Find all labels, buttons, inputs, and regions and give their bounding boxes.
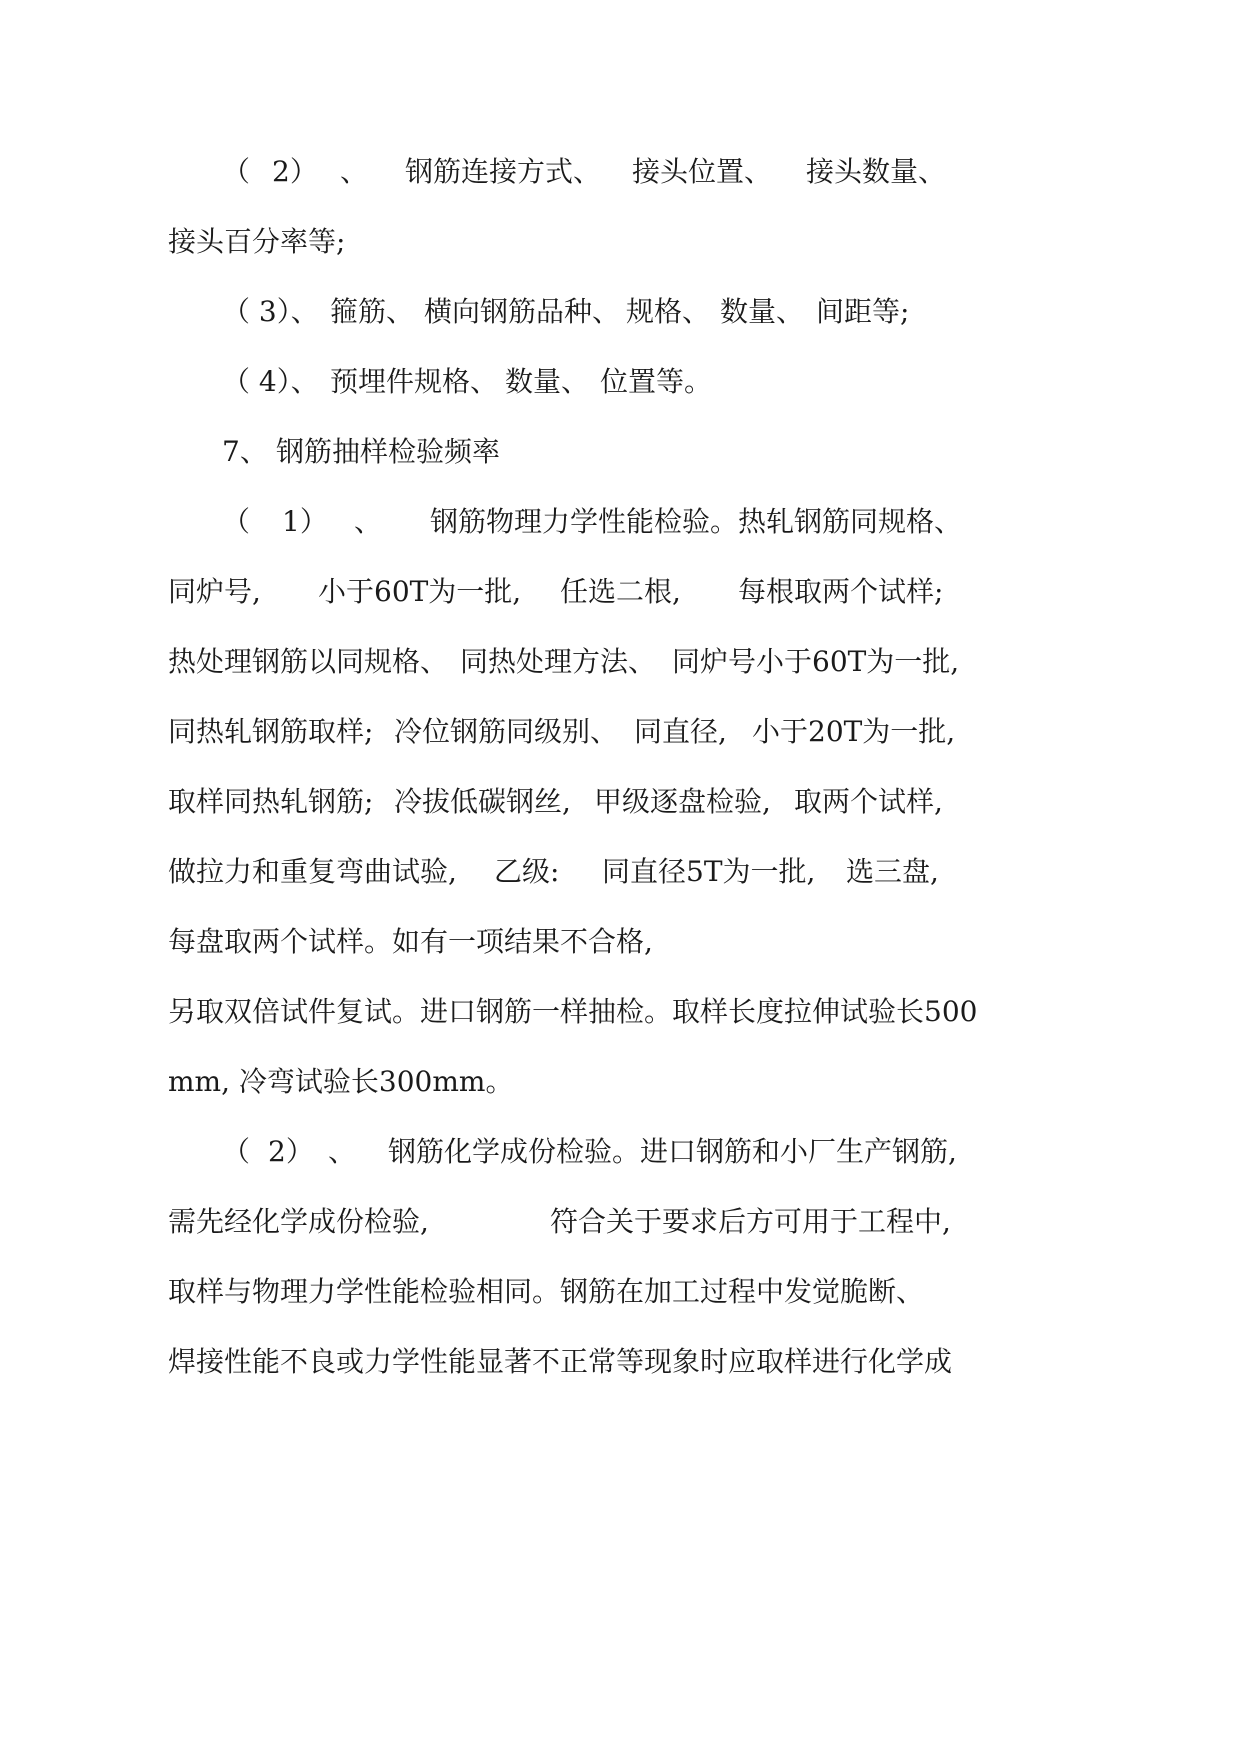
text-segment: 另取双倍试件复试。进口钢筋一样抽检。取样长度拉伸试验长500	[168, 995, 978, 1028]
text-segment: 接头位置、	[632, 155, 773, 188]
text-segment: 任选二根,	[560, 575, 681, 608]
text-segment: 位置等。	[600, 365, 713, 398]
text-segment: 接头百分率等;	[168, 225, 346, 258]
text-segment: 焊接性能不良或力学性能显著不正常等现象时应取样进行化学成	[168, 1345, 953, 1378]
text-line	[0, 782, 1241, 822]
text-segment: 、	[328, 1135, 357, 1168]
text-segment: 冷拔低碳钢丝,	[394, 785, 571, 818]
text-segment: 每根取两个试样;	[738, 575, 944, 608]
text-segment: 符合关于要求后方可用于工程中,	[550, 1205, 951, 1238]
text-segment: 数量、	[505, 365, 590, 398]
text-line	[0, 362, 1241, 402]
text-segment: 2）	[268, 1135, 314, 1168]
text-segment: 需先经化学成份检验,	[168, 1205, 429, 1238]
text-segment: 同热处理方法、	[460, 645, 657, 678]
text-line	[0, 1342, 1241, 1382]
text-segment: 小于20T为一批,	[752, 715, 956, 748]
text-line	[0, 1272, 1241, 1312]
text-segment: 小于60T为一批,	[318, 575, 522, 608]
text-segment: 甲级逐盘检验,	[594, 785, 771, 818]
text-segment: 每盘取两个试样。如有一项结果不合格,	[168, 925, 653, 958]
text-line	[0, 222, 1241, 262]
text-line	[0, 1062, 1241, 1102]
text-segment: 乙级:	[494, 855, 560, 888]
text-segment: （ 4）、	[222, 365, 319, 398]
text-segment: 取样同热轧钢筋;	[168, 785, 374, 818]
text-line	[0, 502, 1241, 542]
text-line	[0, 432, 1241, 472]
text-segment: 规格、	[626, 295, 711, 328]
text-segment: 做拉力和重复弯曲试验,	[168, 855, 457, 888]
text-segment: （	[222, 155, 251, 188]
text-segment: 同炉号,	[168, 575, 261, 608]
text-segment: 1）	[282, 505, 328, 538]
text-segment: 2）	[272, 155, 318, 188]
text-segment: 钢筋化学成份检验。进口钢筋和小厂生产钢筋,	[388, 1135, 957, 1168]
text-segment: 钢筋物理力学性能检验。热轧钢筋同规格、	[430, 505, 963, 538]
text-segment: 取样与物理力学性能检验相同。钢筋在加工过程中发觉脆断、	[168, 1275, 925, 1308]
text-line	[0, 292, 1241, 332]
text-segment: 箍筋、	[330, 295, 415, 328]
text-line	[0, 712, 1241, 752]
text-segment: 钢筋连接方式、	[405, 155, 602, 188]
text-line	[0, 1132, 1241, 1172]
text-line	[0, 642, 1241, 682]
text-segment: （	[222, 1135, 251, 1168]
text-segment: 同炉号小于60T为一批,	[672, 645, 960, 678]
text-segment: 同直径5T为一批,	[602, 855, 816, 888]
text-segment: 间距等;	[816, 295, 910, 328]
text-line	[0, 852, 1241, 892]
text-segment: mm, 冷弯试验长300mm。	[168, 1065, 514, 1098]
text-segment: 7、	[222, 435, 268, 468]
text-segment: 、	[340, 155, 369, 188]
text-segment: 同热轧钢筋取样;	[168, 715, 374, 748]
text-line	[0, 1202, 1241, 1242]
text-line	[0, 992, 1241, 1032]
text-segment: 取两个试样,	[794, 785, 943, 818]
text-segment: 接头数量、	[806, 155, 947, 188]
text-segment: （	[222, 505, 251, 538]
text-segment: 、	[354, 505, 383, 538]
text-segment: 钢筋抽样检验频率	[276, 435, 501, 468]
text-line	[0, 572, 1241, 612]
text-segment: 同直径,	[634, 715, 727, 748]
text-segment: 数量、	[720, 295, 805, 328]
text-segment: （ 3）、	[222, 295, 319, 328]
text-segment: 热处理钢筋以同规格、	[168, 645, 449, 678]
text-segment: 横向钢筋品种、	[424, 295, 621, 328]
text-line	[0, 922, 1241, 962]
text-segment: 选三盘,	[846, 855, 939, 888]
text-segment: 冷位钢筋同级别、	[394, 715, 619, 748]
text-line	[0, 152, 1241, 192]
text-segment: 预埋件规格、	[330, 365, 499, 398]
